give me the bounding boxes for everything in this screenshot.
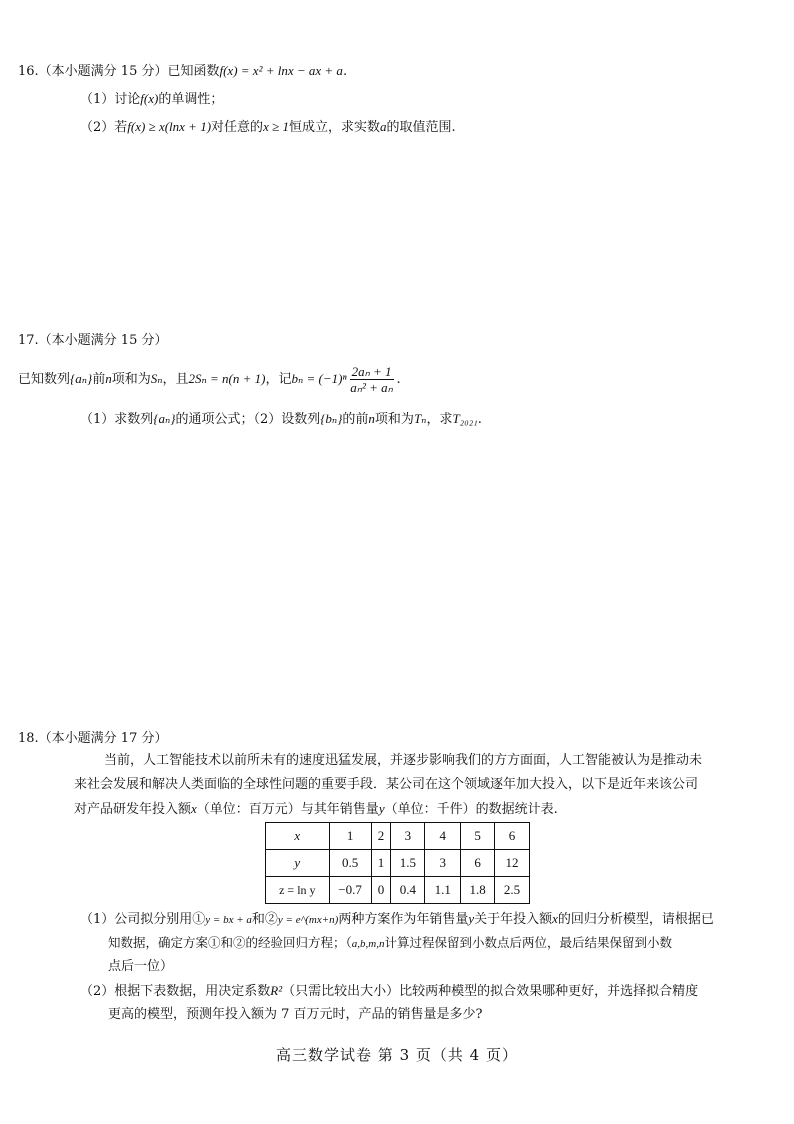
q18-s1-line2 (108, 932, 672, 955)
data-table (265, 822, 530, 904)
table-cell: 4 (425, 823, 461, 850)
page-footer: 高三数学试卷 第 3 页（共 4 页） (276, 1046, 518, 1064)
q18-s1-line2b: 计算过程保留到小数点后两位，最后结果保留到小数 (384, 935, 672, 950)
table-cell: 6 (461, 850, 495, 877)
q18-s1-vars: a,b,m,n (351, 938, 385, 950)
table-cell: 2 (371, 823, 391, 850)
q17-q-seq-a: {aₙ} (153, 411, 176, 426)
q17-q-d: 项和为 (374, 412, 414, 427)
q18-s1c: 两种方案作为年销售量 (338, 912, 469, 927)
q18-p3y: y (378, 801, 385, 816)
table-row-label: z = ln y (266, 877, 330, 904)
q16-part1 (80, 90, 223, 109)
q17-header: 17.（本小题满分 15 分） (18, 333, 168, 348)
table-row-label: x (266, 823, 330, 850)
q17-sn: Sₙ (150, 371, 163, 386)
q17-frac-num: 2aₙ + 1 (351, 364, 392, 379)
q16-function: f(x) = x² + lnx − ax + a (219, 63, 343, 78)
q17-q-a: （1）求数列 (80, 412, 154, 427)
q16-title: 16.（本小题满分 15 分）已知函数 (18, 64, 220, 79)
q16-part2 (80, 118, 456, 137)
q16-header: 16.（本小题满分 15 分）已知函数f(x) = x² + lnx − ax + a. (18, 63, 348, 79)
q17-q-seq-b: {bₙ} (320, 411, 343, 426)
q17-bn-def: bₙ = (−1)ⁿ (291, 371, 347, 386)
q17-stem-b: 前 (92, 372, 106, 387)
q18-p3a: 对产品研发年投入额 (74, 802, 192, 817)
q17-q-n: n (368, 411, 375, 426)
q18-s2-line2: 更高的模型，预测年投入额为 7 百万元时，产品的销售量是多少? (108, 1007, 483, 1022)
q18-p3 (74, 798, 558, 821)
table-cell: 3 (391, 823, 425, 850)
table-cell: 12 (495, 850, 530, 877)
q18-p3x: x (191, 801, 197, 816)
q18-p2: 来社会发展和解决人类面临的全球性问题的重要手段．某公司在这个领域逐年加大投入，以下是近年来该公司 (74, 777, 699, 792)
q17-q-b: 的通项公式；（2）设数列 (175, 412, 321, 427)
q18-s1a: （1）公司拟分别用① (80, 912, 206, 927)
q18-s1f1: y = bx + a (205, 914, 252, 926)
q18-s2a: （2）根据下表数据，用决定系数 (80, 984, 271, 999)
q17-q-c: 的前 (342, 412, 369, 427)
q17-q-e: ，求 (426, 412, 453, 427)
q18-p3c: （单位：千件）的数据统计表. (384, 802, 558, 817)
q17-q-t2021: T₂₀₂₁ (452, 411, 478, 426)
q17-stem: 已知数列{aₙ}前n项和为Sₙ，且2Sₙ = n(n + 1)，记bₙ = (−1)ⁿ $\frac{\text{2aₙ + 1}}{\text{aₙ² + aₙ}}$ . (18, 364, 401, 395)
q18-s1-line1 (80, 908, 714, 931)
q16-part2-ineq: f(x) ≥ x(lnx + 1) (127, 119, 212, 134)
q17-stem-d: ，且 (162, 372, 189, 387)
q17-stem-c: 项和为 (111, 372, 151, 387)
q16-part2-mid: 对任意的 (211, 120, 264, 135)
q17-questions: （1）求数列{aₙ}的通项公式；（2）设数列{bₙ}的前n项和为Tₙ，求T₂₀₂₁. (80, 411, 482, 427)
q18-s1f2: y = e^(mx+n) (277, 914, 339, 926)
table-cell: 1 (329, 823, 371, 850)
table-cell: 1.5 (391, 850, 425, 877)
q18-s1e: 的回归分析模型，请根据已 (557, 912, 714, 927)
table-cell: 2.5 (495, 877, 530, 904)
q18-s2-line1 (80, 980, 698, 1003)
q18-s1x: x (552, 911, 558, 926)
table-cell: 1 (371, 850, 391, 877)
table-cell: 1.8 (461, 877, 495, 904)
q18-s1b: 和② (251, 912, 278, 927)
q16-part2-cond: x ≥ 1 (263, 119, 289, 134)
q17-eq: 2Sₙ = n(n + 1) (188, 371, 266, 386)
q18-s1d: 关于年投入额 (474, 912, 553, 927)
q17-frac-den: aₙ² + aₙ (350, 380, 393, 395)
q17-stem-e: ，记 (265, 372, 292, 387)
q18-p1: 当前，人工智能技术以前所未有的速度迅猛发展，并逐步影响我们的方方面面，人工智能被认为是推动未 (104, 753, 703, 768)
q16-part2-label: （2）若 (80, 120, 128, 135)
table-row (266, 850, 530, 877)
table-cell: 0.5 (329, 850, 371, 877)
table-cell: 1.1 (425, 877, 461, 904)
table-cell: 6 (495, 823, 530, 850)
q16-part1-f: f(x) (140, 91, 159, 106)
table-row (266, 877, 530, 904)
q18-s1-line3: 点后一位） (108, 959, 174, 974)
q16-part1-end: 的单调性； (158, 92, 224, 107)
q16-part2-a: a (379, 119, 387, 134)
q17-q-tn: Tₙ (413, 411, 427, 426)
q18-s2b: （只需比较出大小）比较两种模型的拟合效果哪种更好，并选择拟合精度 (282, 984, 699, 999)
table-row (266, 823, 530, 850)
q17-fraction (350, 364, 394, 395)
q18-p3b: （单位：百万元）与其年销售量 (196, 802, 379, 817)
q16-part1-label: （1）讨论 (80, 92, 141, 107)
table-cell: 5 (461, 823, 495, 850)
q18-s1y: y (468, 911, 475, 926)
q17-n: n (105, 371, 112, 386)
q18-s1-line2-text: 知数据，确定方案①和②的经验回归方程；（ (108, 935, 352, 950)
q17-seq-a: {aₙ} (70, 371, 93, 386)
q17-stem-a: 已知数列 (18, 372, 71, 387)
table-cell: −0.7 (329, 877, 371, 904)
table-row-label: y (266, 850, 330, 877)
q18-s2r: R² (270, 983, 283, 998)
table-cell: 0.4 (391, 877, 425, 904)
table-cell: 0 (371, 877, 391, 904)
q18-header: 18.（本小题满分 17 分） (18, 731, 168, 746)
q16-part2-end: 恒成立，求实数 (288, 120, 380, 135)
table-cell: 3 (425, 850, 461, 877)
q16-part2-tail: 的取值范围. (386, 120, 456, 135)
